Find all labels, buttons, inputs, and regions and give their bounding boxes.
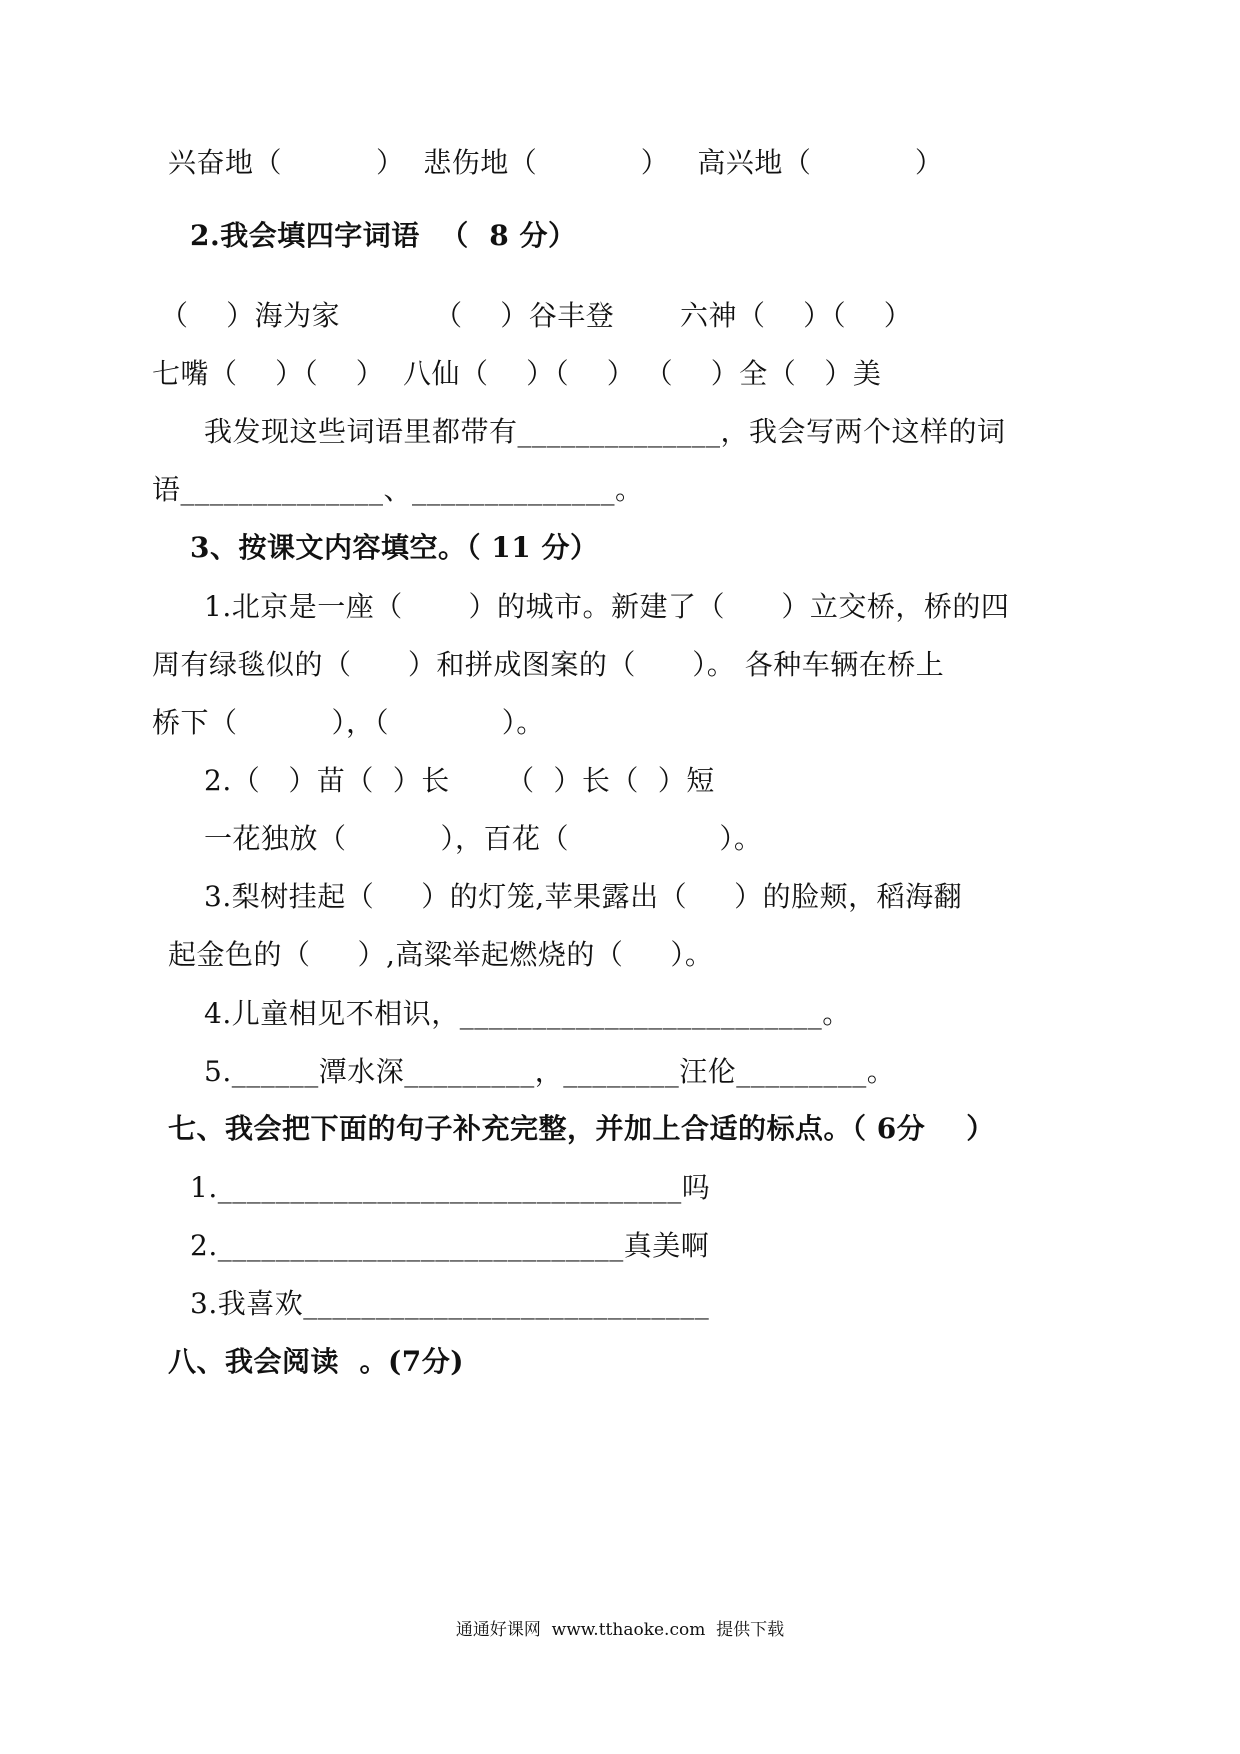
idiom-discovery-continuation: 语______________、______________。 bbox=[152, 473, 644, 506]
section-heading-reading: 八、我会阅读 。(7分) bbox=[168, 1345, 464, 1378]
section-heading-complete-sentences: 七、我会把下面的句子补充完整，并加上合适的标点。（ 6分 ） bbox=[168, 1112, 995, 1145]
adverb-blanks-row: 兴奋地（ ） 悲伤地（ ） 高兴地（ ） bbox=[168, 146, 944, 179]
sentence-item-1: 1.________________________________吗 bbox=[190, 1171, 711, 1204]
fill-item-5: 5.______潭水深_________，________汪伦_________。 bbox=[204, 1055, 896, 1088]
idiom-discovery-sentence: 我发现这些词语里都带有______________，我会写两个这样的词 bbox=[204, 415, 1006, 448]
fill-item-1-line-2: 周有绿毯似的（ ）和拼成图案的（ ）。 各种车辆在桥上 bbox=[152, 648, 945, 681]
fill-item-3-line-2: 起金色的（ ）,高粱举起燃烧的（ ）。 bbox=[168, 938, 714, 971]
sentence-item-3: 3.我喜欢____________________________ bbox=[190, 1287, 710, 1320]
section-heading-four-character-idioms: 2.我会填四字词语 （ 8 分） bbox=[190, 219, 577, 252]
fill-item-1-line-3: 桥下（ ），（ ）。 bbox=[152, 706, 545, 739]
fill-item-4: 4.儿童相见不相识，_________________________。 bbox=[204, 997, 851, 1030]
footer-source-note: 通通好课网 www.tthaoke.com 提供下载 bbox=[455, 1620, 785, 1640]
fill-item-2-line-1: 2.（ ）苗（ ）长 （ ）长（ ）短 bbox=[204, 764, 715, 797]
sentence-item-2: 2.____________________________真美啊 bbox=[190, 1229, 710, 1262]
section-heading-fill-by-text: 3、按课文内容填空。（ 11 分） bbox=[190, 531, 599, 564]
idiom-row-2: 七嘴（ ）（ ） 八仙（ ）（ ） （ ）全（ ）美 bbox=[152, 357, 882, 390]
fill-item-3-line-1: 3.梨树挂起（ ）的灯笼,苹果露出（ ）的脸颊，稻海翻 bbox=[204, 880, 963, 913]
fill-item-1-line-1: 1.北京是一座（ ）的城市。新建了（ ）立交桥，桥的四 bbox=[204, 590, 1010, 623]
idiom-row-1: （ ）海为家 （ ）谷丰登 六神（ ）（ ） bbox=[160, 299, 913, 332]
fill-item-2-line-2: 一花独放（ ），百花（ ）。 bbox=[204, 822, 763, 855]
